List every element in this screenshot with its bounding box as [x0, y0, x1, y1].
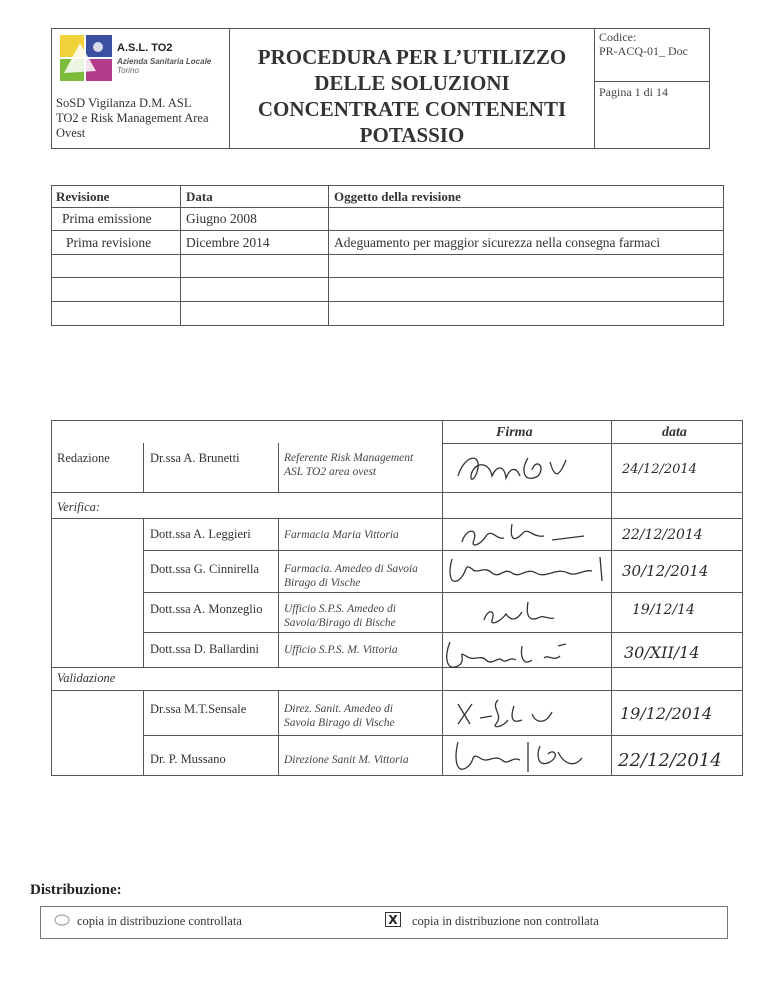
rev-header-revision: Revisione: [56, 189, 110, 204]
role-line: Referente Risk Management: [284, 452, 414, 464]
role-line: Birago di Vische: [284, 577, 361, 589]
rev-row-2-oggetto: Adeguamento per maggior sicurezza nella consegna farmaci: [334, 235, 661, 250]
controlled-copy-label: copia in distribuzione controllata: [77, 914, 242, 928]
code-value: PR-ACQ-01_ Doc: [599, 44, 688, 58]
validazione-label: Validazione: [57, 671, 116, 685]
uncontrolled-copy-label: copia in distribuzione non controllata: [412, 914, 599, 928]
org-name: A.S.L. TO2: [117, 42, 173, 54]
rev-header-oggetto: Oggetto della revisione: [334, 189, 461, 204]
distribution-title: Distribuzione:: [30, 882, 122, 898]
verifica-3-role: [284, 602, 396, 630]
validazione-1-name: Dr.ssa M.T.Sensale: [150, 702, 247, 716]
role-line: Direzione Sanit M. Vittoria: [284, 754, 409, 766]
rev-row-1-data: Giugno 2008: [186, 211, 257, 226]
role-line: Savoia/Birago di Bische: [284, 617, 396, 629]
verifica-label: Verifica:: [57, 500, 101, 514]
document-title: [230, 44, 594, 148]
org-city: Torino: [117, 66, 139, 75]
controlled-copy-icon: [54, 913, 70, 931]
role-line: Ufficio S.P.S. M. Vittoria: [284, 644, 398, 656]
verifica-3-date: 19/12/14: [632, 602, 695, 618]
checkbox-mark: X: [388, 913, 398, 927]
validazione-2-date: 22/12/2014: [618, 750, 722, 771]
role-line: ASL TO2 area ovest: [284, 466, 377, 478]
verifica-2-date: 30/12/2014: [622, 562, 709, 580]
verifica-4-signature: [440, 636, 580, 681]
role-line: Ufficio S.P.S. Amedeo di: [284, 603, 397, 615]
department-line: SoSD Vigilanza D.M. ASL: [56, 96, 192, 110]
data-header: data: [662, 425, 687, 440]
title-line: POTASSIO: [359, 123, 465, 147]
validazione-2-signature: [450, 738, 610, 783]
verifica-2-signature: [446, 553, 612, 596]
validazione-1-role: [284, 702, 395, 730]
redazione-signature: [450, 446, 600, 495]
page-number: Pagina 1 di 14: [599, 85, 668, 99]
title-line: DELLE SOLUZIONI: [314, 71, 510, 95]
role-line: Direz. Sanit. Amedeo di: [284, 703, 393, 715]
role-line: Savoia Birago di Vische: [284, 717, 395, 729]
uncontrolled-copy-checkbox[interactable]: [385, 912, 401, 927]
verifica-2-name: Dott.ssa G. Cinnirella: [150, 562, 260, 576]
validazione-1-signature: [452, 694, 572, 737]
verifica-4-role: [284, 643, 398, 657]
firma-header: Firma: [496, 425, 533, 440]
code-label: Codice:: [599, 30, 637, 44]
verifica-2-role: [284, 562, 418, 590]
rev-row-2-revision: Prima revisione: [66, 235, 152, 250]
verifica-3-name: Dott.ssa A. Monzeglio: [150, 602, 263, 616]
title-line: CONCENTRATE CONTENENTI: [257, 97, 567, 121]
department-line: TO2 e Risk Management Area: [56, 111, 209, 125]
department-line: Ovest: [56, 126, 86, 140]
rev-row-2-data: Dicembre 2014: [186, 235, 270, 250]
rev-header-data: Data: [186, 189, 213, 204]
verifica-1-name: Dott.ssa A. Leggieri: [150, 527, 251, 541]
redazione-name: Dr.ssa A. Brunetti: [150, 451, 240, 465]
redazione-date: 24/12/2014: [622, 462, 697, 477]
role-line: Farmacia Maria Vittoria: [284, 529, 399, 541]
verifica-1-signature: [452, 520, 602, 555]
verifica-3-signature: [478, 598, 558, 635]
org-subtitle: Azienda Sanitaria Locale: [117, 57, 212, 66]
role-line: Farmacia. Amedeo di Savoia: [284, 563, 418, 575]
redazione-label: Redazione: [57, 451, 110, 465]
validazione-1-date: 19/12/2014: [620, 704, 713, 723]
verifica-4-date: 30/XII/14: [624, 643, 700, 662]
verifica-1-role: [284, 528, 399, 542]
department: [56, 96, 209, 141]
verifica-4-name: Dott.ssa D. Ballardini: [150, 642, 260, 656]
validazione-2-name: Dr. P. Mussano: [150, 752, 226, 766]
redazione-role: [284, 451, 413, 479]
title-line: PROCEDURA PER L’UTILIZZO: [257, 45, 567, 69]
rev-row-1-revision: Prima emissione: [62, 211, 152, 226]
verifica-1-date: 22/12/2014: [622, 527, 703, 543]
validazione-2-role: [284, 753, 409, 767]
asl-logo: [58, 33, 114, 83]
